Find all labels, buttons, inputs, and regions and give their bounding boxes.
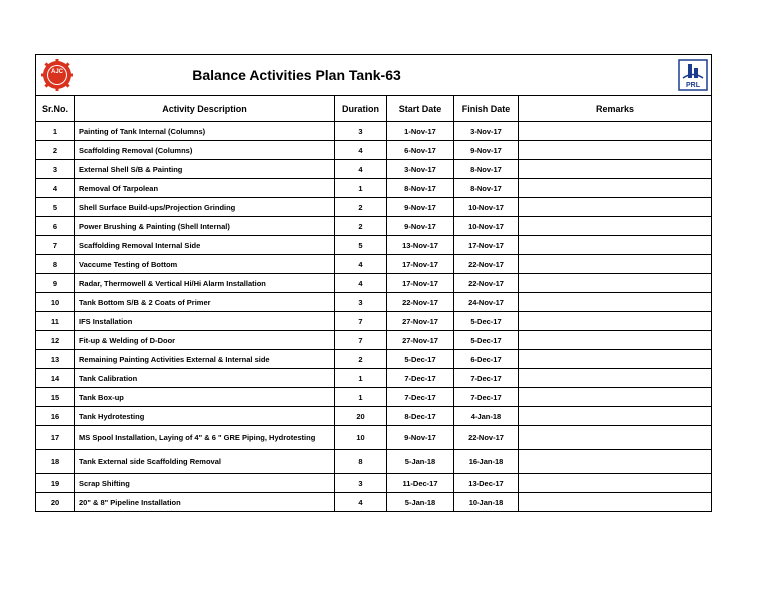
table-row (36, 293, 712, 312)
col-activity: Activity Description (75, 96, 335, 122)
cell-remarks (519, 274, 712, 293)
cell-start-date: 5-Dec-17 (387, 350, 454, 369)
header-row (36, 96, 712, 122)
cell-duration: 1 (335, 388, 387, 407)
cell-remarks (519, 293, 712, 312)
table-row (36, 493, 712, 512)
cell-start-date: 22-Nov-17 (387, 293, 454, 312)
cell-start-date: 7-Dec-17 (387, 388, 454, 407)
prl-logo-icon (678, 59, 708, 91)
table-row (36, 236, 712, 255)
svg-text:AJC: AJC (50, 69, 64, 75)
cell-srno: 11 (36, 312, 75, 331)
cell-duration: 8 (335, 450, 387, 474)
cell-start-date: 8-Dec-17 (387, 407, 454, 426)
cell-finish-date: 3-Nov-17 (454, 122, 519, 141)
table-row (36, 369, 712, 388)
cell-srno: 17 (36, 426, 75, 450)
table-row (36, 160, 712, 179)
cell-duration: 10 (335, 426, 387, 450)
cell-remarks (519, 312, 712, 331)
cell-activity: Tank External side Scaffolding Removal (75, 450, 335, 474)
cell-start-date: 8-Nov-17 (387, 179, 454, 198)
cell-finish-date: 10-Nov-17 (454, 198, 519, 217)
cell-duration: 2 (335, 198, 387, 217)
cell-start-date: 17-Nov-17 (387, 255, 454, 274)
cell-srno: 20 (36, 493, 75, 512)
cell-remarks (519, 198, 712, 217)
col-start-date: Start Date (387, 96, 454, 122)
cell-start-date: 27-Nov-17 (387, 312, 454, 331)
activities-sheet (35, 54, 711, 514)
cell-remarks (519, 141, 712, 160)
cell-srno: 13 (36, 350, 75, 369)
table-row (36, 474, 712, 493)
table-row (36, 407, 712, 426)
cell-start-date: 17-Nov-17 (387, 274, 454, 293)
activities-table (35, 54, 712, 512)
cell-remarks (519, 350, 712, 369)
cell-remarks (519, 331, 712, 350)
cell-start-date: 9-Nov-17 (387, 198, 454, 217)
cell-remarks (519, 160, 712, 179)
table-row (36, 179, 712, 198)
cell-finish-date: 24-Nov-17 (454, 293, 519, 312)
cell-duration: 4 (335, 274, 387, 293)
cell-finish-date: 4-Jan-18 (454, 407, 519, 426)
svg-text:PRL: PRL (686, 82, 701, 89)
cell-srno: 6 (36, 217, 75, 236)
cell-start-date: 27-Nov-17 (387, 331, 454, 350)
cell-activity: Removal Of Tarpolean (75, 179, 335, 198)
ajc-logo-icon (40, 59, 74, 91)
table-row (36, 217, 712, 236)
cell-srno: 4 (36, 179, 75, 198)
table-row (36, 388, 712, 407)
cell-srno: 2 (36, 141, 75, 160)
cell-activity: Shell Surface Build-ups/Projection Grinding (75, 198, 335, 217)
cell-duration: 4 (335, 141, 387, 160)
cell-start-date: 5-Jan-18 (387, 450, 454, 474)
table-row (36, 450, 712, 474)
cell-srno: 16 (36, 407, 75, 426)
cell-srno: 10 (36, 293, 75, 312)
cell-duration: 4 (335, 255, 387, 274)
cell-start-date: 9-Nov-17 (387, 217, 454, 236)
cell-activity: 20" & 8" Pipeline Installation (75, 493, 335, 512)
cell-duration: 3 (335, 122, 387, 141)
cell-activity: Vaccume Testing of Bottom (75, 255, 335, 274)
cell-activity: External Shell S/B & Painting (75, 160, 335, 179)
cell-activity: Tank Hydrotesting (75, 407, 335, 426)
table-row (36, 331, 712, 350)
col-finish-date: Finish Date (454, 96, 519, 122)
cell-srno: 8 (36, 255, 75, 274)
cell-start-date: 9-Nov-17 (387, 426, 454, 450)
cell-srno: 9 (36, 274, 75, 293)
cell-start-date: 3-Nov-17 (387, 160, 454, 179)
cell-finish-date: 22-Nov-17 (454, 426, 519, 450)
cell-duration: 5 (335, 236, 387, 255)
cell-start-date: 5-Jan-18 (387, 493, 454, 512)
col-srno: Sr.No. (36, 96, 75, 122)
cell-srno: 14 (36, 369, 75, 388)
cell-remarks (519, 236, 712, 255)
cell-duration: 1 (335, 179, 387, 198)
cell-start-date: 1-Nov-17 (387, 122, 454, 141)
cell-finish-date: 7-Dec-17 (454, 369, 519, 388)
cell-finish-date: 10-Jan-18 (454, 493, 519, 512)
cell-activity: Power Brushing & Painting (Shell Internal) (75, 217, 335, 236)
cell-activity: Scaffolding Removal Internal Side (75, 236, 335, 255)
ajc-logo-cell (36, 55, 75, 96)
cell-start-date: 11-Dec-17 (387, 474, 454, 493)
cell-srno: 18 (36, 450, 75, 474)
table-row (36, 312, 712, 331)
col-duration: Duration (335, 96, 387, 122)
title-row (36, 55, 712, 96)
cell-activity: Radar, Thermowell & Vertical Hi/Hi Alarm Installation (75, 274, 335, 293)
table-row (36, 198, 712, 217)
cell-remarks (519, 388, 712, 407)
cell-activity: Scaffolding Removal (Columns) (75, 141, 335, 160)
cell-finish-date: 9-Nov-17 (454, 141, 519, 160)
table-row (36, 255, 712, 274)
cell-srno: 3 (36, 160, 75, 179)
cell-duration: 7 (335, 331, 387, 350)
cell-srno: 15 (36, 388, 75, 407)
cell-duration: 2 (335, 350, 387, 369)
cell-duration: 4 (335, 160, 387, 179)
cell-start-date: 13-Nov-17 (387, 236, 454, 255)
cell-remarks (519, 255, 712, 274)
cell-finish-date: 22-Nov-17 (454, 274, 519, 293)
cell-remarks (519, 450, 712, 474)
cell-duration: 3 (335, 474, 387, 493)
cell-duration: 4 (335, 493, 387, 512)
cell-activity: Tank Calibration (75, 369, 335, 388)
cell-srno: 5 (36, 198, 75, 217)
cell-activity: IFS Installation (75, 312, 335, 331)
cell-finish-date: 8-Nov-17 (454, 160, 519, 179)
table-body (36, 122, 712, 512)
cell-finish-date: 16-Jan-18 (454, 450, 519, 474)
cell-finish-date: 6-Dec-17 (454, 350, 519, 369)
cell-remarks (519, 474, 712, 493)
col-remarks: Remarks (519, 96, 712, 122)
cell-remarks (519, 493, 712, 512)
cell-srno: 7 (36, 236, 75, 255)
cell-activity: Tank Bottom S/B & 2 Coats of Primer (75, 293, 335, 312)
table-row (36, 122, 712, 141)
cell-activity: Scrap Shifting (75, 474, 335, 493)
table-row (36, 426, 712, 450)
cell-finish-date: 5-Dec-17 (454, 312, 519, 331)
cell-activity: Remaining Painting Activities External & Internal side (75, 350, 335, 369)
cell-start-date: 6-Nov-17 (387, 141, 454, 160)
cell-finish-date: 10-Nov-17 (454, 217, 519, 236)
cell-remarks (519, 369, 712, 388)
cell-start-date: 7-Dec-17 (387, 369, 454, 388)
cell-duration: 20 (335, 407, 387, 426)
cell-finish-date: 13-Dec-17 (454, 474, 519, 493)
cell-remarks (519, 426, 712, 450)
cell-remarks (519, 122, 712, 141)
cell-duration: 1 (335, 369, 387, 388)
cell-srno: 19 (36, 474, 75, 493)
cell-activity: Tank Box-up (75, 388, 335, 407)
cell-duration: 7 (335, 312, 387, 331)
prl-logo-cell (519, 55, 712, 96)
cell-activity: Fit-up & Welding of D-Door (75, 331, 335, 350)
table-row (36, 274, 712, 293)
cell-srno: 1 (36, 122, 75, 141)
table-row (36, 350, 712, 369)
table-row (36, 141, 712, 160)
cell-finish-date: 22-Nov-17 (454, 255, 519, 274)
cell-duration: 2 (335, 217, 387, 236)
cell-srno: 12 (36, 331, 75, 350)
cell-activity: MS Spool Installation, Laying of 4" & 6 " GRE Piping, Hydrotesting (75, 426, 335, 450)
cell-activity: Painting of Tank Internal (Columns) (75, 122, 335, 141)
page-title: Balance Activities Plan Tank-63 (75, 55, 519, 96)
cell-remarks (519, 217, 712, 236)
cell-duration: 3 (335, 293, 387, 312)
cell-finish-date: 5-Dec-17 (454, 331, 519, 350)
cell-remarks (519, 179, 712, 198)
cell-remarks (519, 407, 712, 426)
cell-finish-date: 17-Nov-17 (454, 236, 519, 255)
cell-finish-date: 8-Nov-17 (454, 179, 519, 198)
cell-finish-date: 7-Dec-17 (454, 388, 519, 407)
